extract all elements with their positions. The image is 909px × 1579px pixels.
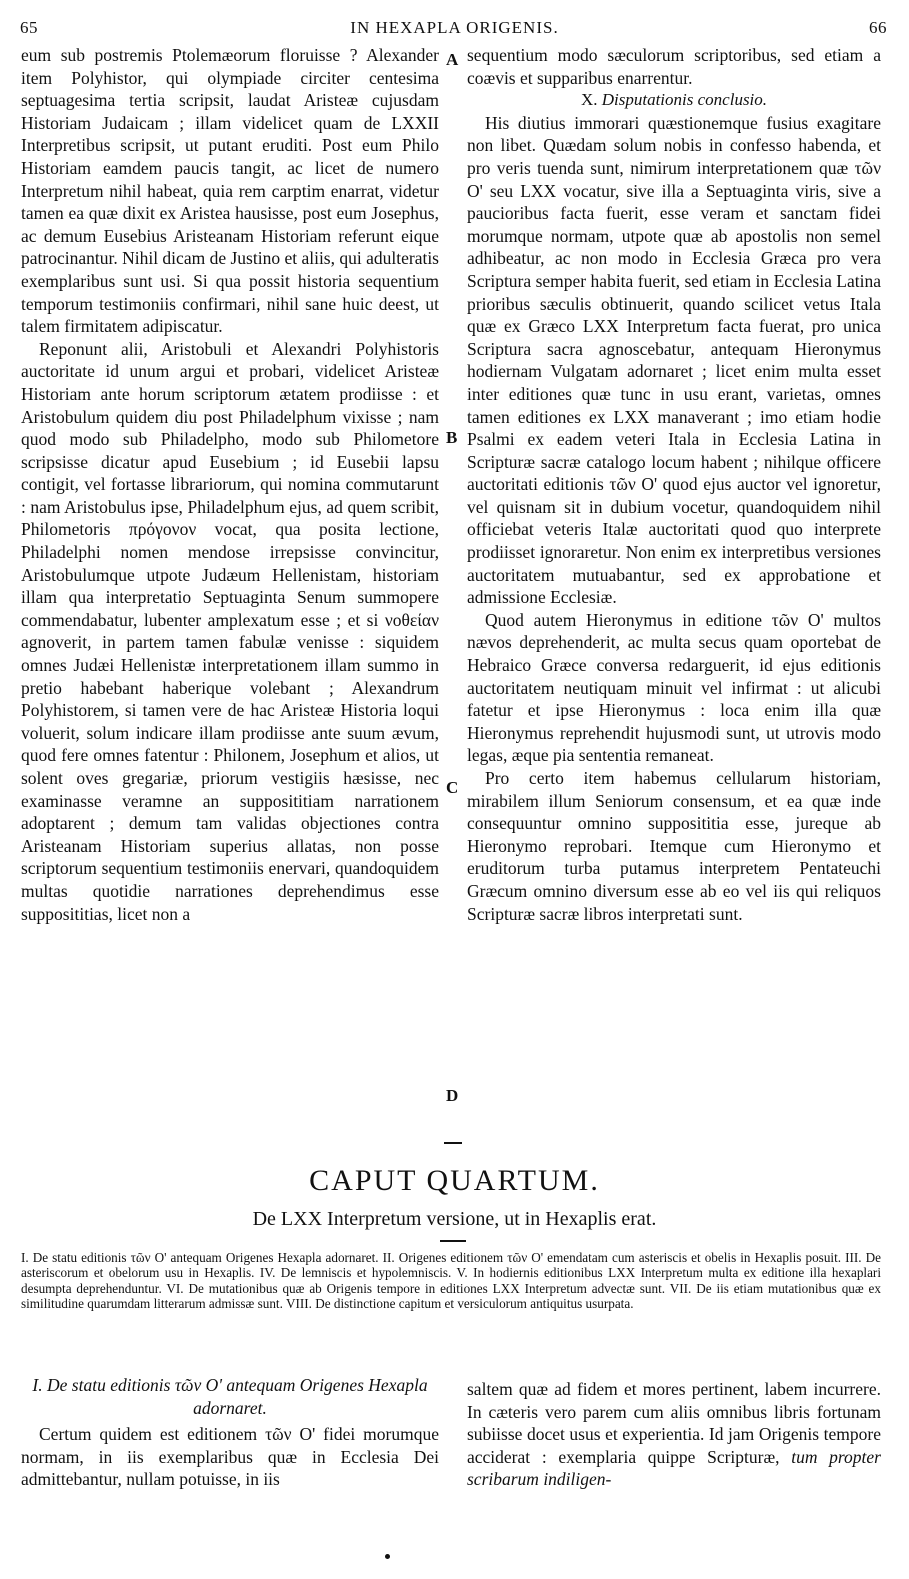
right-paragraph-2: His diutius immorari quæstionemque fusius exagitare non libet. Quædam solum nobis in confesso habenda, et pro veris tuenda sunt, nimirum interpretationem quæ τῶν O' seu LXX vocatur, sive illa a Septuaginta viris, sive a paucioribus facta fuerit, esse veram et sanctam fidei morumque normam, utpote quæ ab apostolis non semel adhibeatur, ac non modo in Ecclesia Græca pro vera Scriptura semper habita fuerit, sed etiam in Ecclesia Latina prioribus sæculis obtinuerit, quando scilicet vetus Itala quæ ex Græco LXX Interpretum facta fuerat, pro unica Scriptura sacra agnoscebatur, antequam Hieronymus hodiernam Vulgatam adornaret ; licet enim multa esset inter editiones quæ tunc in usu erant, varietas, omnes tamen editiones ex LXX manaverant ; imo etiam hodie Psalmi ex eadem veteri Itala in Ecclesia Latina in Scripturæ sacræ catalogo locum habent ; nihilque officere auctoritati editionis τῶν O' quod ejus auctor vel ignoretur, vel quisnam sit in dubium vocetur, quandoquidem nihil officiebat veteris Italæ auctoritati quod quo interprete prodiisset ignoraretur. Non enim ex interpretibus versiones auctoritatem mutuabantur, sed ex approbatione et admissione Ecclesiæ.: [467, 112, 881, 608]
right-paragraph-3: Quod autem Hieronymus in editione τῶν O' multos nævos deprehenderit, ac multa secus quam oportebat de Hebraico Græce conversa redarguerit, id ejus editionis auctoritatem neutiquam minuit vel infirmat : ut alicubi fatetur et ipse Hieronymus : loca enim illa quæ Hieronymus reprehendit hujusmodi sunt, ut utrovis modo legas, æque pia sententia remaneat.: [467, 609, 881, 766]
left-paragraph-1: eum sub postremis Ptolemæorum floruisse ? Alexander item Polyhistor, qui olympiade circiter centesima septuagesima tertia scripsit, laudat Aristeæ cujusdam Historiam Judaicam ; illam videlicet quam de LXXII Interpretibus scripsit, ut putant eruditi. Post eum Philo Historiam eamdem paucis tangit, ac licet de numero Interpretum nihil habeat, quia rem carptim enarrat, videtur tamen ea quæ dixit ex Aristea hausisse, post eum Josephus, ac demum Eusebius Aristeanam Historiam referunt eique patrocinantur. Nihil dicam de Justino et aliis, qui adulteratis exemplaribus sunt usi. Si qua possit historia sequentium temporum testimoniis confirmari, nihil sane huic deest, ut talem firmitatem adipiscatur.: [21, 45, 439, 337]
running-head: IN HEXAPLA ORIGENIS.: [350, 18, 559, 37]
section-1-left-column: [21, 1374, 439, 1491]
divider-rule: [444, 1142, 462, 1144]
section-1-right-plain: saltem quæ ad fidem et mores pertinent, labem incurrere. In cæteris vero parem cum aliis omnibus libris fortunam subiisse docet usus et experientia. Id jam Origenis tempore acciderat : exemplaria quippe Scripturæ,: [467, 1379, 881, 1467]
section-1-right-text: [467, 1378, 881, 1491]
section-1-heading: I. De statu editionis τῶν O' antequam Origenes Hexapla adornaret.: [32, 1375, 428, 1418]
margin-letter-d: D: [446, 1086, 459, 1105]
page-number-right: 66: [869, 18, 887, 37]
margin-letter-c: C: [446, 778, 459, 797]
right-paragraph-1: sequentium modo sæculorum scriptoribus, sed etiam a coævis et supparibus enarrentur.: [467, 45, 881, 88]
section-1-right-column: [467, 1378, 881, 1491]
left-column: [21, 44, 439, 925]
section-1-left-text: Certum quidem est editionem τῶν O' fidei morumque normam, in iis exemplaribus quæ in Ecclesia Dei admittebantur, nullam potuisse, in iis: [21, 1424, 439, 1490]
divider-rule: [440, 1240, 466, 1242]
footer-dot: [385, 1554, 390, 1559]
section-title: Disputationis conclusio.: [601, 90, 768, 110]
left-paragraph-2: Reponunt alii, Aristobuli et Alexandri Polyhistoris auctoritate id unum argui et probari, videlicet Aristeæ Historiam ante horum scriptorum ætatem prodiisse : et Aristobulum quidem diu post Philadelphum vixisse ; nam quod modo sub Philadelpho, modo sub Philometore scripsisse dicatur apud Eusebium ; id Eusebii lapsu contigit, vel fortasse librariorum, qui nomina commutarunt : nam Aristobulus ipse, Philadelphum ejus, ad quem scribit, Philometoris πρόγονον vocat, qua posita lectione, Philadelphi nomen mendose irrepsisse convincitur, Aristobulumque utpote Judæum Hellenistam, historiam illam qua interpretatio Septuaginta Senum summopere commendabatur, lubenter amplexatum esse ; et si νοθείαν agnoverit, in partem tamen fabulæ venisse : siquidem omnes Judæi Hellenistæ interpretationem illam summo in pretio habebant haberique volebant ; Alexandrum Polyhistorem, si tamen vere de hac Aristeæ Historia loqui voluerit, solum indicare illam prodiisse ante suum ævum, quod fere omnes fatentur : Philonem, Josephum et alios, ut solent oves gregariæ, priorum vestigiis hæsisse, nec examinasse veramne an supposititiam narrationem adoptarent ; demum tam validas objectiones contra Aristeanam Historiam superius allatas, non posse scriptorum sequentium testimoniis enervari, quandoquidem multas quotidie narrationes deprehendimus esse supposititias, licet non a: [21, 338, 439, 924]
chapter-subtitle: De LXX Interpretum versione, ut in Hexaplis erat.: [252, 1208, 657, 1230]
section-number: X.: [580, 90, 598, 110]
chapter-title: CAPUT QUARTUM.: [309, 1164, 600, 1197]
chapter-summary: I. De statu editionis τῶν O' antequam Origenes Hexapla adornaret. II. Origenes editionem τῶν O' emendatam cum asteriscis et obelis in Hexaplis posuit. III. De asteriscorum et obelorum usu in Hexaplis. IV. De lemniscis et hypolemniscis. V. In hodiernis editionibus LXX Interpretum multa ex editione illa hexaplari desumpta deprehenduntur. VI. De mutationibus quæ ab Origenis tempore in editiones LXX Interpretum advectæ sunt. VII. De iis etiam mutationibus quæ ex similitudine quarumdam litterarum admissæ sunt. VIII. De distinctione capitum et versiculorum antiquitus usurpata.: [21, 1250, 881, 1312]
section-1-right-italic: tum propter scribarum indiligen-: [467, 1446, 881, 1490]
right-paragraph-4: Pro certo item habemus cellularum historiam, mirabilem illum Seniorum consensum, et ea quæ inde consequuntur omnino supposititia esse, jureque ab Hieronymo reprobari. Itemque cum Hieronymo et eruditorum turba putamus interpretem Pentateuchi Græcum omnino diversum esse ab eo vel iis qui reliquos Scripturæ sacræ libros interpretati sunt.: [467, 768, 881, 924]
page-number-left: 65: [20, 18, 38, 37]
margin-letter-a: A: [446, 50, 459, 69]
right-column: [467, 44, 881, 925]
margin-letter-b: B: [446, 428, 458, 447]
section-heading-x: [467, 89, 881, 112]
